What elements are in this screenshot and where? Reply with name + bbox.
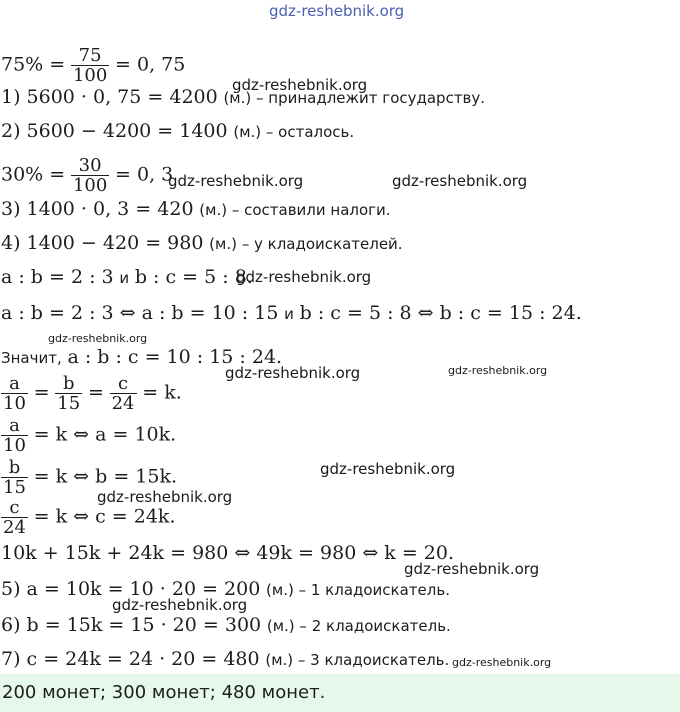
line-a-equation [1,416,176,455]
watermark: gdz-reshebnik.org [452,656,552,669]
watermark: gdz-reshebnik.org [320,460,456,478]
watermark: gdz-reshebnik.org [97,488,233,506]
answer-text: 200 монет; 300 монет; 480 монет. [2,682,326,703]
text: (м.) – 2 кладоискатель. [266,617,451,635]
answer-box [0,674,680,712]
fraction: $\frac{30}{100}$ [72,155,108,196]
line-step-1 [1,86,485,109]
math: 30% = [1,163,66,186]
math: b : c = 5 : 8. [134,266,253,288]
line-sum-equation [1,542,454,565]
watermark: gdz-reshebnik.org [168,172,304,190]
math: = k ⇔ b = 15k. [33,465,178,488]
watermark: gdz-reshebnik.org [404,560,540,578]
math: = 0, 3 [115,163,174,186]
math: 5) a = 10k = 10 · 20 = 200 [1,578,261,600]
line-step-3 [1,198,391,221]
watermark-top: gdz-reshebnik.org [269,2,405,20]
math: 2) 5600 − 4200 = 1400 [1,120,228,142]
math: 1) 5600 · 0, 75 = 4200 [1,86,218,108]
text: (м.) – у кладоискателей. [209,235,403,253]
math: a : b = 2 : 3 ⇔ a : b = 10 : 15 [1,302,279,324]
text: (м.) – принадлежит государству. [223,89,486,107]
line-ratios [1,266,253,289]
watermark: gdz-reshebnik.org [232,76,368,94]
math: = k. [142,381,182,404]
text: (м.) – 3 кладоискатель. [265,651,450,669]
fraction: $\frac{75}{100}$ [72,45,108,86]
watermark: gdz-reshebnik.org [448,364,548,377]
text: (м.) – осталось. [233,123,355,141]
math: 7) c = 24k = 24 · 20 = 480 [1,648,260,670]
text: (м.) – составили налоги. [199,201,391,219]
line-c-equation [1,498,175,537]
math: 6) b = 15k = 15 · 20 = 300 [1,614,262,636]
text: Значит, [1,349,62,367]
line-percent-30 [1,156,173,195]
watermark: gdz-reshebnik.org [236,268,372,286]
line-step-6 [1,614,451,637]
text: (м.) – 1 кладоискатель. [266,581,450,599]
line-step-4 [1,232,403,255]
line-step-7 [1,648,449,671]
watermark: gdz-reshebnik.org [112,596,248,614]
math: 75% = [1,53,66,76]
line-b-equation [1,458,177,497]
line-combined-ratio [1,346,282,369]
math: = k ⇔ a = 10k. [33,423,177,446]
line-ratios-equiv [1,302,582,325]
fraction: $\frac{c}{24}$ [111,373,135,414]
line-step-5 [1,578,450,601]
math: a : b = 2 : 3 [1,266,114,288]
fraction: $\frac{a}{10}$ [3,415,26,456]
watermark: gdz-reshebnik.org [392,172,528,190]
math: = 0, 75 [115,53,186,76]
fraction: $\frac{c}{24}$ [3,497,26,538]
math: 4) 1400 − 420 = 980 [1,232,204,254]
text: и [119,269,130,287]
watermark: gdz-reshebnik.org [225,364,361,382]
line-proportion [1,374,182,413]
line-step-2 [1,120,354,143]
fraction: $\frac{b}{15}$ [57,373,81,414]
math: b : c = 5 : 8 ⇔ b : c = 15 : 24. [299,302,582,324]
math: = k ⇔ c = 24k. [33,505,176,528]
math: 3) 1400 · 0, 3 = 420 [1,198,194,220]
math: = [33,381,50,404]
math: = [87,381,104,404]
watermark: gdz-reshebnik.org [48,332,148,345]
math: a : b : c = 10 : 15 : 24. [67,346,283,368]
fraction: $\frac{b}{15}$ [3,457,26,498]
text: и [284,305,294,323]
line-percent-75 [1,46,185,85]
fraction: $\frac{a}{10}$ [3,373,26,414]
math: 10k + 15k + 24k = 980 ⇔ 49k = 980 ⇔ k = 20. [1,542,455,564]
